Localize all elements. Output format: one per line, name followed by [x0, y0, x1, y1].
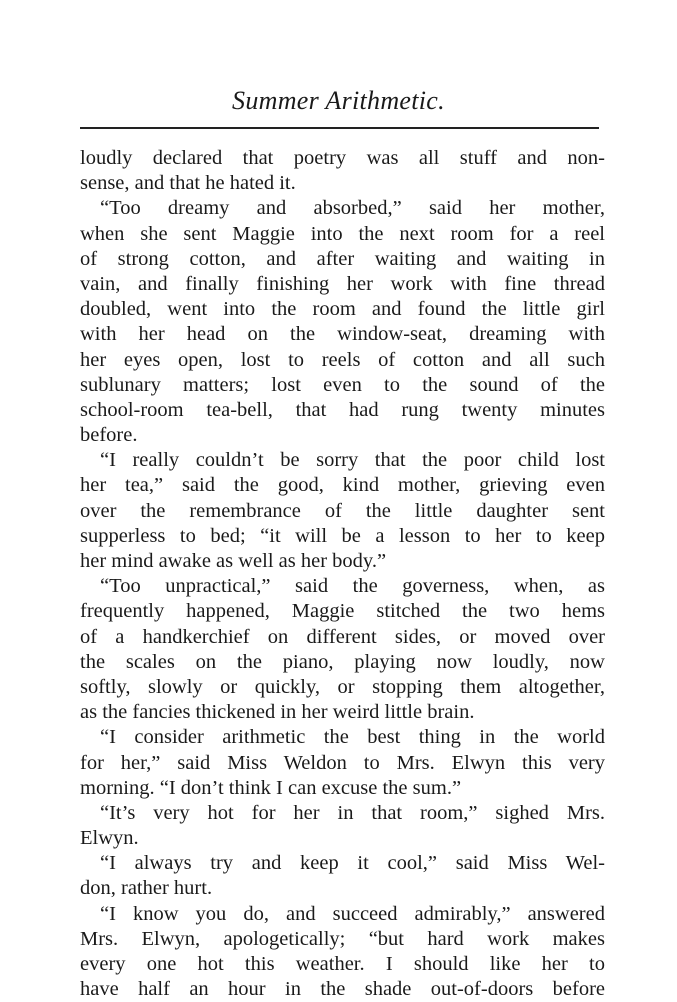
- text-line: her eyes open, lost to reels of cotton and all such: [80, 348, 605, 371]
- text-line: her tea,” said the good, kind mother, grieving even: [80, 474, 605, 497]
- text-line: morning. “I don’t think I can excuse the sum.”: [80, 776, 462, 799]
- text-line: of a handkerchief on different sides, or moved over: [80, 625, 605, 648]
- text-line: sublunary matters; lost even to the sound of the: [80, 373, 605, 396]
- text-line: before.: [80, 424, 138, 447]
- text-line: doubled, went into the room and found the little girl: [80, 298, 605, 321]
- text-line: of strong cotton, and after waiting and waiting in: [80, 247, 605, 270]
- text-line: school-room tea-bell, that had rung twenty minutes: [80, 398, 605, 421]
- text-line: supperless to bed; “it will be a lesson to her to keep: [80, 524, 605, 547]
- text-line: “I always try and keep it cool,” said Miss Wel-: [100, 852, 605, 875]
- text-line: as the fancies thickened in her weird little brain.: [80, 701, 475, 724]
- text-line: “I consider arithmetic the best thing in the world: [100, 726, 605, 749]
- text-line: “Too unpractical,” said the governess, when, as: [100, 575, 605, 598]
- text-line: frequently happened, Maggie stitched the two hems: [80, 600, 605, 623]
- header-rule: [80, 127, 599, 129]
- text-line: “Too dreamy and absorbed,” said her mother,: [100, 197, 605, 220]
- running-header: Summer Arithmetic.: [232, 86, 445, 115]
- text-line: Mrs. Elwyn, apologetically; “but hard work makes: [80, 927, 605, 950]
- text-line: over the remembrance of the little daughter sent: [80, 499, 605, 522]
- text-line: vain, and finally finishing her work with fine thread: [80, 272, 605, 295]
- text-line: have half an hour in the shade out-of-doors before: [80, 978, 605, 1001]
- text-line: don, rather hurt.: [80, 877, 213, 900]
- body-text: [80, 146, 605, 1002]
- text-line: softly, slowly or quickly, or stopping them altogether,: [80, 675, 605, 698]
- text-line: “I know you do, and succeed admirably,” answered: [100, 902, 605, 925]
- text-line: with her head on the window-seat, dreaming with: [80, 323, 605, 346]
- text-line: Elwyn.: [80, 827, 139, 850]
- text-line: “I really couldn’t be sorry that the poor child lost: [100, 449, 605, 472]
- text-line: her mind awake as well as her body.”: [80, 550, 387, 572]
- text-line: “It’s very hot for her in that room,” sighed Mrs.: [100, 801, 605, 824]
- text-line: every one hot this weather. I should like her to: [80, 953, 605, 975]
- text-line: when she sent Maggie into the next room for a reel: [80, 222, 605, 245]
- text-line: loudly declared that poetry was all stuff and non-: [80, 147, 605, 169]
- text-line: for her,” said Miss Weldon to Mrs. Elwyn this very: [80, 751, 605, 774]
- text-line: sense, and that he hated it.: [80, 172, 296, 195]
- text-line: the scales on the piano, playing now loudly, now: [80, 650, 605, 673]
